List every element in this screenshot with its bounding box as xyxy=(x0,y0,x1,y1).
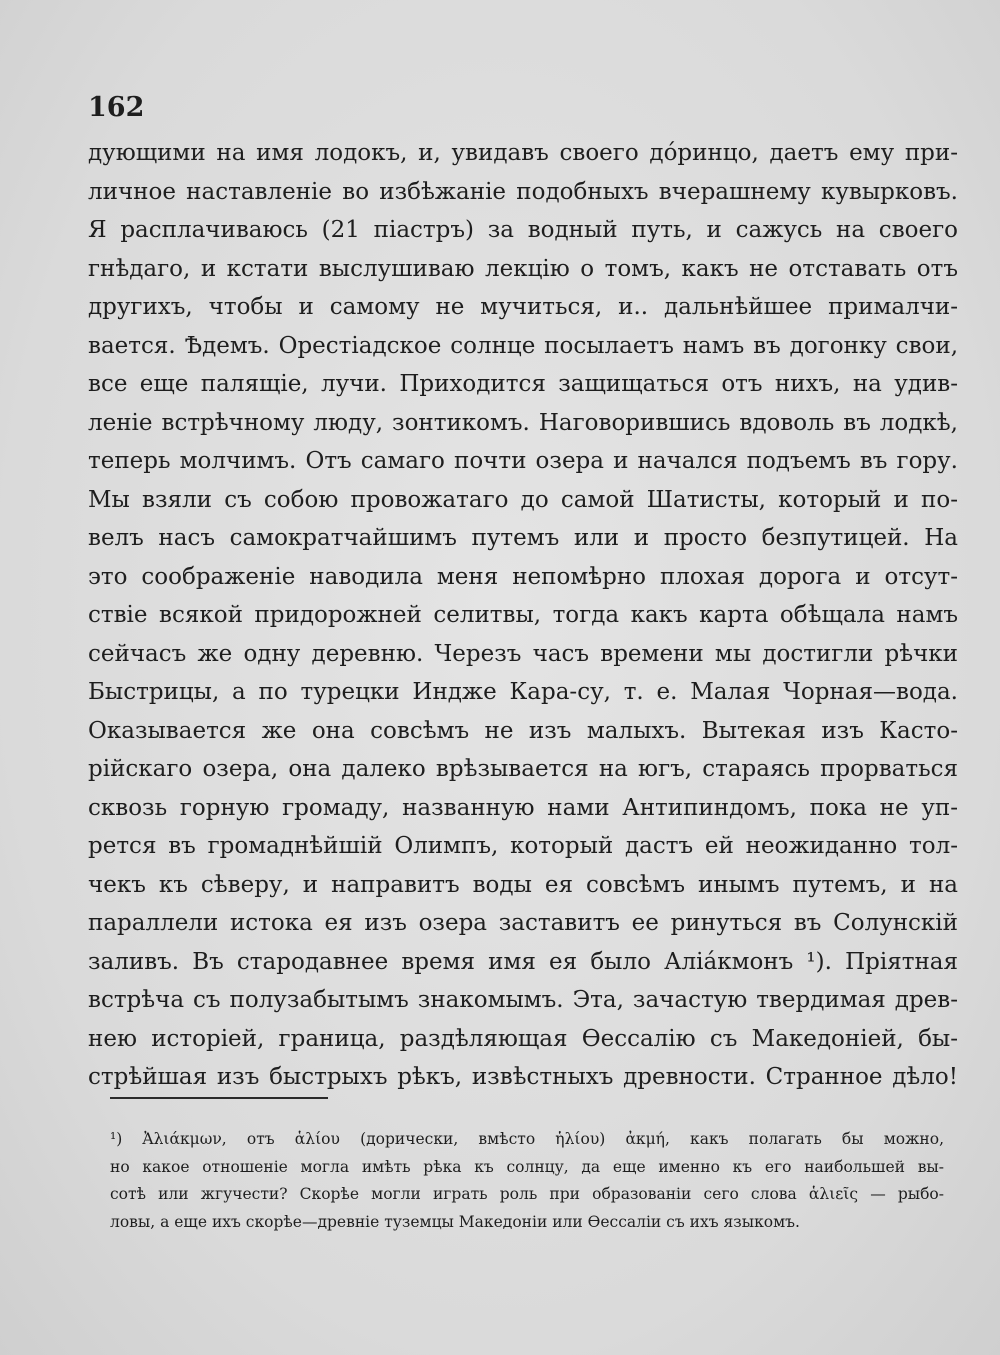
footnote-line: сотѣ или жгучести? Скорѣе могли играть роль при образованіи сего слова ἁλιεῖς — рыбо- xyxy=(110,1185,944,1203)
footnote-line: ¹) Ἀλιάκμων, отъ ἁλίου (дорически, вмѣсто ἡλίου) ἀκμή, какъ полагать бы можно, xyxy=(110,1130,944,1148)
footnote-divider xyxy=(110,1097,328,1099)
text-line: это соображеніе наводила меня непомѣрно плохая дорога и отсут- xyxy=(88,563,958,590)
text-line: сквозь горную громаду, названную нами Антипиндомъ, пока не уп- xyxy=(88,794,958,821)
text-line: Оказывается же она совсѣмъ не изъ малыхъ. Вытекая изъ Касто- xyxy=(88,717,958,744)
text-line: встрѣча съ полузабытымъ знакомымъ. Эта, зачастую твердимая древ- xyxy=(88,987,958,1013)
text-line: личное наставленіе во избѣжаніе подобныхъ вчерашнему кувырковъ. xyxy=(88,178,958,205)
text-line: вается. Ѣдемъ. Орестіадское солнце посылаетъ намъ въ догонку свои, xyxy=(88,332,958,359)
text-line: параллели истока ея изъ озера заставитъ ее ринуться въ Солунскій xyxy=(88,910,958,936)
main-text xyxy=(88,134,958,1097)
text-line: Быстрицы, а по турецки Индже Кара-су, т. е. Малая Чорная—вода. xyxy=(88,679,958,705)
text-line: рійскаго озера, она далеко врѣзывается на югъ, стараясь прорваться xyxy=(88,756,958,782)
page-number: 162 xyxy=(88,92,145,123)
text-line: все еще палящіе, лучи. Приходится защищаться отъ нихъ, на удив- xyxy=(88,371,958,397)
footnote xyxy=(110,1126,944,1236)
text-line: Я расплачиваюсь (21 піастръ) за водный путь, и сажусь на своего xyxy=(88,217,958,243)
text-line: гнѣдаго, и кстати выслушиваю лекцію о томъ, какъ не отставать отъ xyxy=(88,255,958,282)
text-line: сейчасъ же одну деревню. Черезъ часъ времени мы достигли рѣчки xyxy=(88,640,958,667)
text-line: Мы взяли съ собою провожатаго до самой Шатисты, который и по- xyxy=(88,486,958,513)
text-line: стрѣйшая изъ быстрыхъ рѣкъ, извѣстныхъ древности. Странное дѣло! xyxy=(88,1064,958,1090)
text-line: леніе встрѣчному люду, зонтикомъ. Наговорившись вдоволь въ лодкѣ, xyxy=(88,409,958,436)
footnote-line: ловы, а еще ихъ скорѣе—древніе туземцы Македоніи или Ѳессаліи съ ихъ языкомъ. xyxy=(110,1212,800,1231)
text-line: дующими на имя лодокъ, и, увидавъ своего дóринцо, даетъ ему при- xyxy=(88,140,958,166)
text-line: нею исторіей, граница, раздѣляющая Ѳессалію съ Македоніей, бы- xyxy=(88,1025,958,1052)
text-line: теперь молчимъ. Отъ самаго почти озера и начался подъемъ въ гору. xyxy=(88,448,958,474)
text-line: велъ насъ самократчайшимъ путемъ или и просто безпутицей. На xyxy=(88,525,958,551)
text-line: заливъ. Въ стародавнее время имя ея было Алiáкмонъ ¹). Пріятная xyxy=(88,948,958,975)
text-line: рется въ громаднѣйшій Олимпъ, который дастъ ей неожиданно тол- xyxy=(88,833,958,859)
text-line: чекъ къ сѣверу, и направитъ воды ея совсѣмъ инымъ путемъ, и на xyxy=(88,871,958,898)
footnote-line: но какое отношеніе могла имѣть рѣка къ солнцу, да еще именно къ его наибольшей вы- xyxy=(110,1157,944,1176)
text-line: другихъ, чтобы и самому не мучиться, и.. дальнѣйшее прималчи- xyxy=(88,294,958,320)
text-line: ствіе всякой придорожней селитвы, тогда какъ карта обѣщала намъ xyxy=(88,602,958,628)
